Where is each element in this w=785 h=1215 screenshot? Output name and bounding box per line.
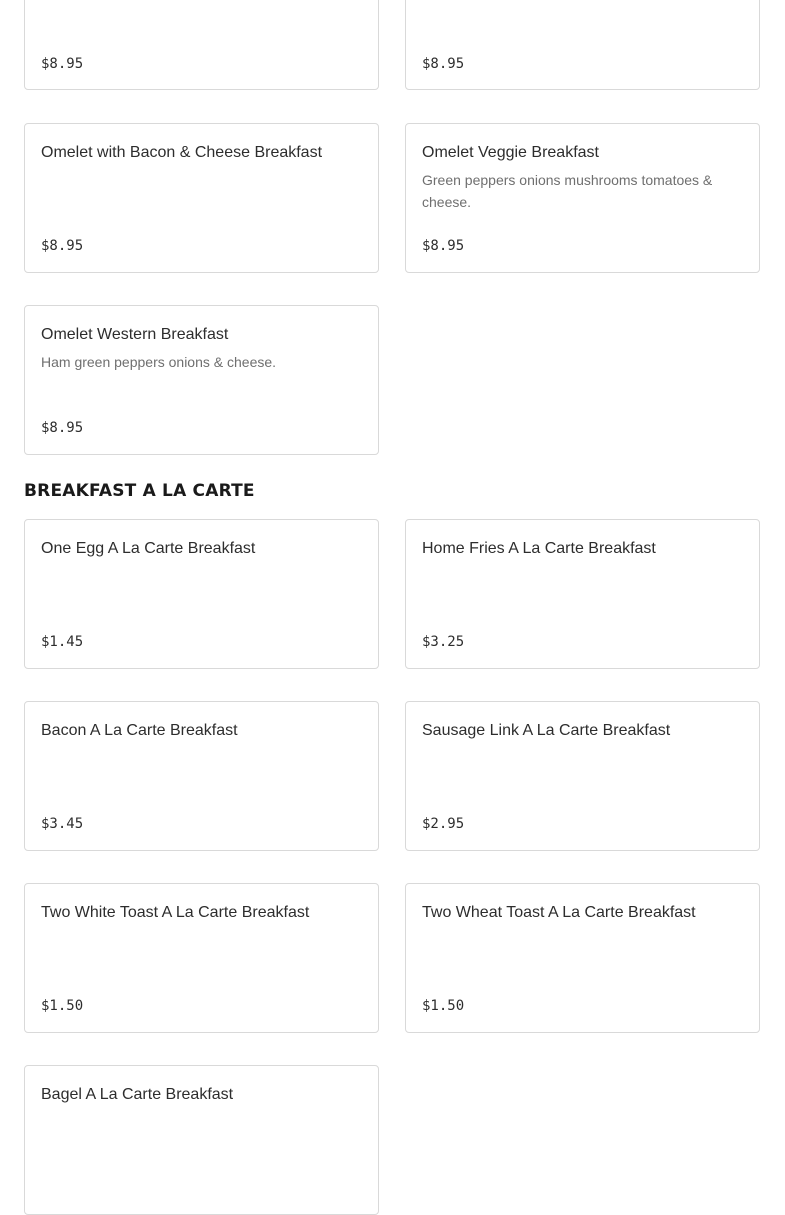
menu-item-card[interactable] (405, 0, 760, 90)
menu-item-card[interactable] (405, 883, 760, 1033)
menu-item-name: Two Wheat Toast A La Carte Breakfast (422, 904, 696, 921)
menu-item-card[interactable] (24, 0, 379, 90)
menu-item-name: One Egg A La Carte Breakfast (41, 540, 256, 557)
menu-item-card[interactable] (405, 701, 760, 851)
menu-item-name: Bagel A La Carte Breakfast (41, 1086, 234, 1103)
menu-item-price: $1.50 (41, 998, 84, 1014)
section-heading: BREAKFAST A LA CARTE (24, 481, 255, 501)
menu-item-name: Sausage Link A La Carte Breakfast (422, 722, 671, 739)
menu-item-price: $8.95 (422, 56, 465, 72)
menu-item-card[interactable] (24, 1065, 379, 1215)
menu-item-price: $3.25 (422, 634, 465, 650)
menu-item-price: $8.95 (422, 238, 465, 254)
menu-item-name: Home Fries A La Carte Breakfast (422, 540, 656, 557)
menu-item-name: Omelet Western Breakfast (41, 326, 229, 343)
menu-item-name: Omelet Veggie Breakfast (422, 144, 599, 161)
menu-item-description: Ham green peppers onions & cheese. (41, 354, 277, 370)
menu-item-card[interactable] (405, 519, 760, 669)
menu-item-price: $1.50 (422, 998, 465, 1014)
menu-item-price: $1.45 (41, 634, 84, 650)
menu-item-card[interactable] (24, 883, 379, 1033)
menu-item-card[interactable] (405, 123, 760, 273)
menu-item-card[interactable] (24, 305, 379, 455)
menu-item-price: $3.45 (41, 816, 84, 832)
menu-item-card[interactable] (24, 701, 379, 851)
menu-item-name: Omelet with Bacon & Cheese Breakfast (41, 144, 323, 161)
menu-item-price: $8.95 (41, 56, 84, 72)
menu-item-price: $8.95 (41, 420, 84, 436)
menu-item-card[interactable] (24, 123, 379, 273)
menu-item-description: Green peppers onions mushrooms tomatoes & cheese. (422, 172, 713, 210)
menu-item-price: $2.95 (422, 816, 465, 832)
menu-item-price: $8.95 (41, 238, 84, 254)
menu-item-name: Two White Toast A La Carte Breakfast (41, 904, 310, 921)
menu-item-name: Bacon A La Carte Breakfast (41, 722, 238, 739)
menu-item-card[interactable] (24, 519, 379, 669)
